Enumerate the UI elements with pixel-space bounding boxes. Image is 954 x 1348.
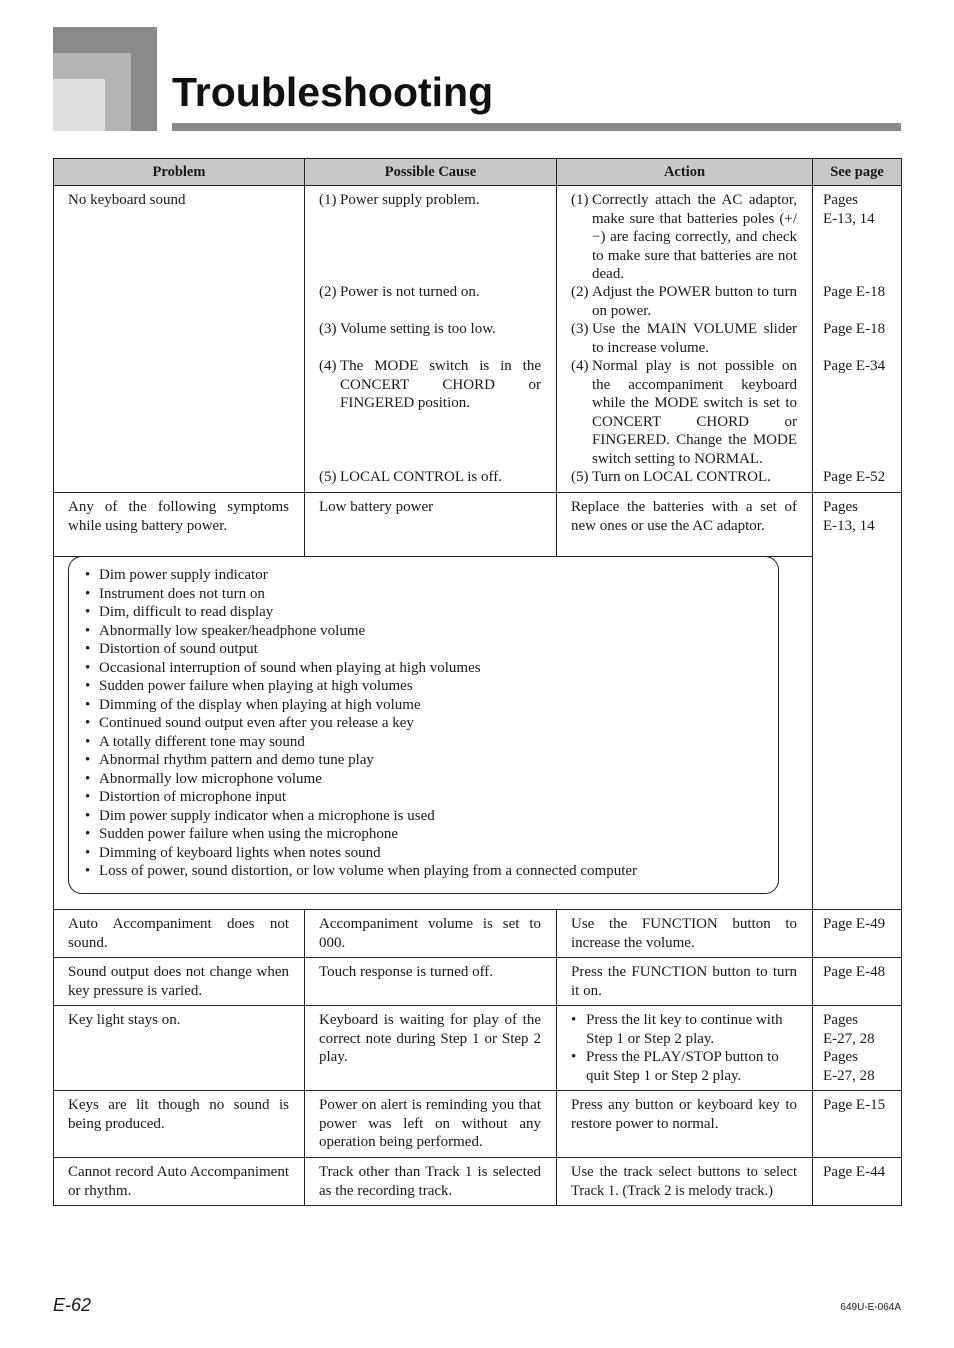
action-cell: Use the FUNCTION button to increase the volume.: [557, 910, 813, 958]
page-ref: E-13, 14: [823, 517, 875, 534]
title-underline-bar: [172, 123, 901, 131]
problem-cell: Sound output does not change when key pressure is varied.: [54, 958, 305, 1006]
symptom-text: Dim, difficult to read display: [99, 604, 274, 620]
action-item: (5) Turn on LOCAL CONTROL.: [571, 469, 771, 485]
symptom-text: Dimming of keyboard lights when notes sound: [99, 844, 381, 861]
bullet: •: [85, 826, 91, 842]
bullet: •: [85, 678, 91, 694]
symptom-text: Abnormal rhythm pattern and demo tune play: [99, 752, 374, 768]
see-page-cell: [813, 910, 902, 958]
cause-item: (5) LOCAL CONTROL is off.: [319, 469, 502, 485]
cause-cell: Touch response is turned off.: [305, 958, 557, 1006]
page-ref: Page E-49: [823, 916, 886, 932]
symptom-item: [85, 807, 768, 826]
see-page-cell: [813, 186, 902, 493]
bullet: •: [85, 807, 91, 824]
cause-cell: Accompaniment volume is set to 000.: [305, 910, 557, 958]
page-ref: Pages: [823, 1049, 858, 1065]
bullet: •: [85, 641, 91, 657]
bullet: •: [85, 659, 91, 676]
header-see-page: See page: [813, 159, 902, 186]
bullet: •: [85, 622, 91, 639]
action-item: • Press the lit key to continue with Step 1 or Step 2 play.: [571, 1012, 783, 1047]
cause-cell: Power on alert is reminding you that power was left on without any operation being performed.: [305, 1091, 557, 1158]
symptom-item: [85, 622, 768, 641]
page-ref: Page E-52: [823, 469, 886, 485]
action-cell: Replace the batteries with a set of new ones or use the AC adaptor.: [557, 493, 813, 557]
problem-cell: Key light stays on.: [54, 1006, 305, 1091]
symptom-item: [85, 825, 768, 844]
page-ref: Page E-18: [823, 321, 886, 337]
symptom-text: Dim power supply indicator when a microphone is used: [99, 807, 435, 824]
table-row: [54, 186, 902, 493]
table-row: [54, 1091, 902, 1158]
problem-cell: Auto Accompaniment does not sound.: [54, 910, 305, 958]
bullet: •: [85, 567, 91, 583]
action-item: • Press the PLAY/STOP button to quit Step 1 or Step 2 play.: [571, 1049, 779, 1084]
see-page-cell: [813, 1158, 902, 1206]
bullet: •: [85, 733, 91, 750]
page-ref: Page E-34: [823, 358, 886, 374]
symptom-text: Continued sound output even after you release a key: [99, 715, 414, 731]
page-ref: E-13, 14: [823, 210, 875, 227]
bullet: •: [85, 715, 91, 731]
header-problem: Problem: [54, 159, 305, 186]
bullet: •: [85, 696, 91, 713]
action-item: (1) Correctly attach the AC adaptor, make sure that batteries poles (+/−) are facing correctly, and check to make sure that batteries are not dead.: [571, 192, 797, 282]
see-page-cell: [813, 1091, 902, 1158]
symptom-item: [85, 751, 768, 770]
cause-item: (4) The MODE switch is in the CONCERT CHORD or FINGERED position.: [319, 358, 541, 411]
action-cell: [557, 1006, 813, 1091]
problem-cell: Any of the following symptoms while using battery power.: [54, 493, 305, 557]
bullet: •: [85, 585, 91, 602]
page-ref: Page E-15: [823, 1097, 886, 1113]
table-row: [54, 958, 902, 1006]
bullet: •: [85, 752, 91, 768]
cause-cell: Keyboard is waiting for play of the correct note during Step 1 or Step 2 play.: [305, 1006, 557, 1091]
bullet: •: [85, 604, 91, 620]
see-page-cell: [813, 493, 902, 910]
symptom-item: [85, 677, 768, 696]
bullet: •: [85, 844, 91, 861]
problem-cell: Cannot record Auto Accompaniment or rhythm.: [54, 1158, 305, 1206]
cause-cell: Low battery power: [305, 493, 557, 557]
page-ref: E-27, 28: [823, 1067, 875, 1084]
battery-symptoms-box: [68, 556, 779, 894]
table-row: [54, 1158, 902, 1206]
action-cell: Press the FUNCTION button to turn it on.: [557, 958, 813, 1006]
cause-item: (1) Power supply problem.: [319, 192, 480, 208]
symptom-text: Sudden power failure when playing at high volumes: [99, 678, 413, 694]
page-ref: Page E-48: [823, 964, 886, 980]
document-code: 649U-E-064A: [840, 1302, 901, 1313]
symptom-item: [85, 640, 768, 659]
symptom-item: [85, 585, 768, 604]
symptom-text: Loss of power, sound distortion, or low volume when playing from a connected computer: [99, 863, 638, 879]
symptom-list: [85, 566, 768, 881]
symptom-text: Abnormally low speaker/headphone volume: [99, 622, 366, 639]
page-ref: Pages: [823, 499, 858, 515]
symptom-item: [85, 770, 768, 789]
action-cell: [557, 186, 813, 493]
header-possible-cause: Possible Cause: [305, 159, 557, 186]
action-item: (2) Adjust the POWER button to turn on power.: [571, 284, 797, 319]
symptom-text: Distortion of microphone input: [99, 789, 287, 805]
page-ref: Page E-44: [823, 1164, 886, 1180]
problem-cell: Keys are lit though no sound is being produced.: [54, 1091, 305, 1158]
table-row: [54, 910, 902, 958]
symptom-text: Dim power supply indicator: [99, 567, 268, 583]
page-ref: Pages: [823, 192, 858, 208]
see-page-cell: [813, 1006, 902, 1091]
symptom-item: [85, 862, 768, 881]
cause-item: (3) Volume setting is too low.: [319, 321, 496, 337]
page-title: Troubleshooting: [172, 69, 494, 115]
see-page-cell: [813, 958, 902, 1006]
symptom-item: [85, 788, 768, 807]
symptom-text: Occasional interruption of sound when playing at high volumes: [99, 659, 481, 676]
action-cell: Use the track select buttons to select Track 1. (Track 2 is melody track.): [557, 1158, 813, 1206]
symptom-item: [85, 603, 768, 622]
action-cell: Press any button or keyboard key to restore power to normal.: [557, 1091, 813, 1158]
symptom-text: Instrument does not turn on: [99, 585, 265, 602]
symptom-text: Distortion of sound output: [99, 641, 258, 657]
header-block-light: [53, 79, 105, 131]
page-ref: E-27, 28: [823, 1030, 875, 1047]
action-item: (3) Use the MAIN VOLUME slider to increase volume.: [571, 321, 797, 356]
symptom-text: Sudden power failure when using the microphone: [99, 826, 399, 842]
table-row: [54, 493, 902, 557]
cause-cell: [305, 186, 557, 493]
header-action: Action: [557, 159, 813, 186]
bullet: •: [85, 789, 91, 805]
page-ref: Pages: [823, 1012, 858, 1028]
problem-cell: No keyboard sound: [54, 186, 305, 493]
symptom-item: [85, 659, 768, 678]
symptom-item: [85, 844, 768, 863]
page-number: E-62: [53, 1295, 92, 1315]
action-item: (4) Normal play is not possible on the accompaniment keyboard while the MODE switch is set to CONCERT CHORD or FINGERED. Change the MODE switch setting to NORMAL.: [571, 358, 797, 467]
cause-cell: Track other than Track 1 is selected as the recording track.: [305, 1158, 557, 1206]
bullet: •: [85, 770, 91, 787]
symptom-text: Abnormally low microphone volume: [99, 770, 322, 787]
symptom-text: A totally different tone may sound: [99, 733, 305, 750]
cause-item: (2) Power is not turned on.: [319, 284, 480, 300]
symptom-item: [85, 733, 768, 752]
page-ref: Page E-18: [823, 284, 886, 300]
table-row: [54, 1006, 902, 1091]
symptom-item: [85, 566, 768, 585]
symptom-text: Dimming of the display when playing at high volume: [99, 696, 421, 713]
symptom-item: [85, 714, 768, 733]
bullet: •: [85, 863, 91, 879]
table-header-row: [54, 159, 902, 186]
symptom-item: [85, 696, 768, 715]
